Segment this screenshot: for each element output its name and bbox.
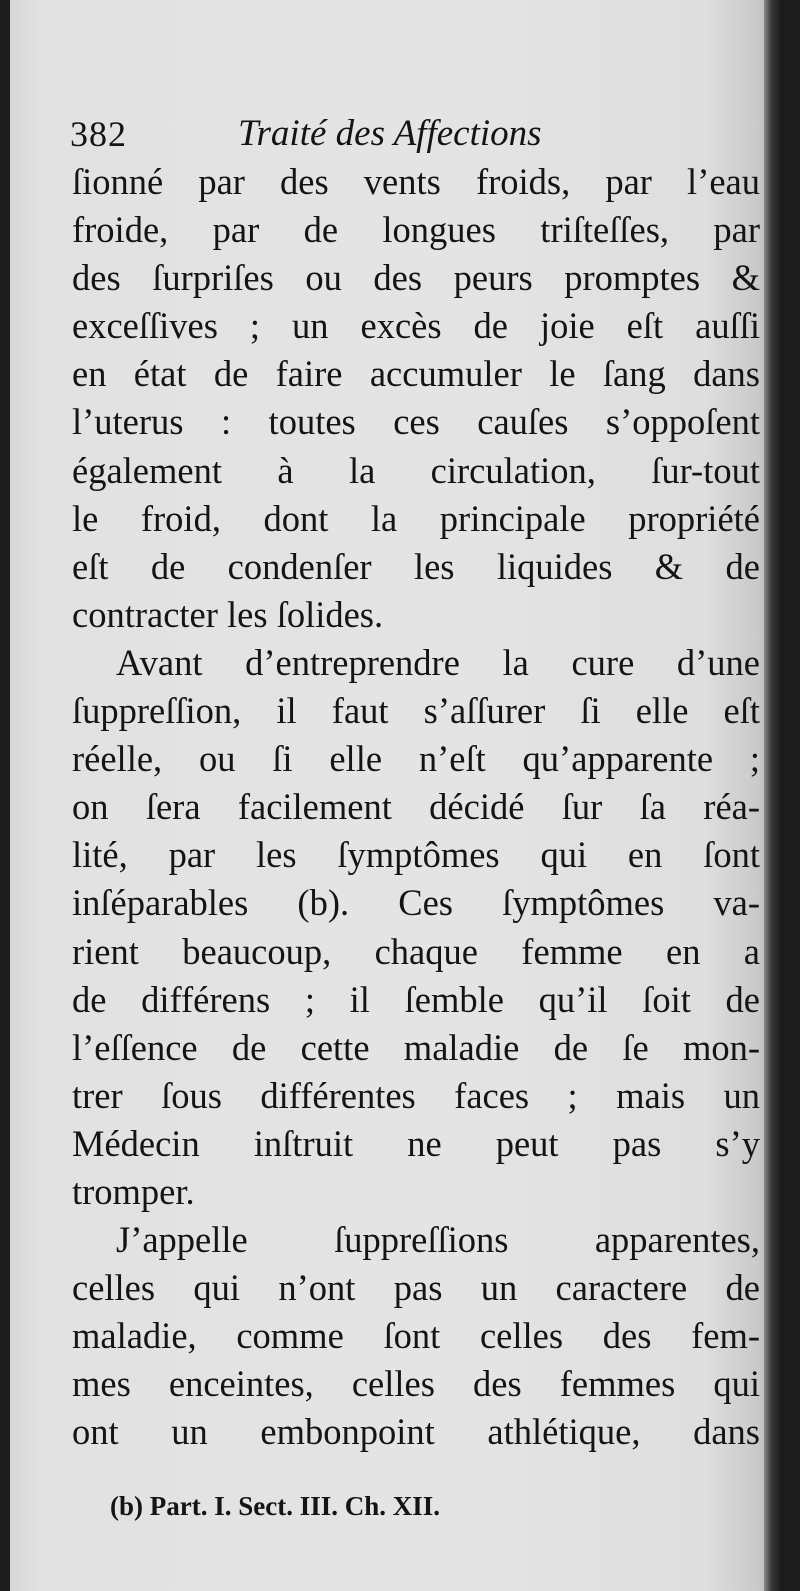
text-line: J’appelle ſuppreſſions apparentes, [116, 1219, 760, 1261]
text-line: de différens ; il ſemble qu’il ſoit de [72, 978, 760, 1020]
text-line: des ſurpriſes ou des peurs promptes & [72, 257, 760, 299]
running-title: Traité des Affections [238, 113, 542, 154]
body-text [72, 158, 760, 1457]
text-line: eſt de condenſer les liquides & de [72, 545, 760, 587]
text-line: lité, par les ſymptômes qui en ſont [72, 834, 760, 876]
text-line: ont un embonpoint athlétique, dans [72, 1411, 760, 1453]
text-line: en état de faire accumuler le ſang dans [72, 353, 760, 395]
text-line: ſuppreſſion, il faut s’aſſurer ſi elle eſt [72, 690, 760, 732]
text-line: Avant d’entreprendre la cure d’une [116, 641, 760, 683]
text-line: ſionné par des vents froids, par l’eau [72, 161, 760, 202]
text-line: exceſſives ; un excès de joie eſt auſſi [72, 305, 760, 347]
text-line: on ſera facilement décidé ſur ſa réa- [72, 786, 760, 828]
text-line: contracter les ſolides. [72, 593, 384, 635]
page-gutter-shadow [764, 0, 782, 1591]
page-number: 382 [70, 114, 127, 154]
text-line: tromper. [72, 1170, 195, 1212]
footnote: (b) Part. I. Sect. III. Ch. XII. [110, 1491, 440, 1521]
text-line: l’eſſence de cette maladie de ſe mon- [72, 1026, 760, 1068]
text-line: rient beaucoup, chaque femme en a [72, 930, 760, 972]
page-header [70, 104, 770, 164]
text-line: l’uterus : toutes ces cauſes s’oppoſent [72, 401, 760, 443]
text-line: mes enceintes, celles des femmes qui [72, 1363, 760, 1405]
text-line: froide, par de longues triſteſſes, par [72, 209, 760, 251]
text-line: trer ſous différentes faces ; mais un [72, 1074, 760, 1116]
text-line: inſéparables (b). Ces ſymptômes va- [72, 882, 760, 924]
text-line: celles qui n’ont pas un caractere de [72, 1267, 760, 1309]
text-line: maladie, comme ſont celles des fem- [72, 1315, 760, 1357]
text-line: le froid, dont la principale propriété [72, 497, 760, 539]
text-line: réelle, ou ſi elle n’eſt qu’apparente ; [72, 738, 760, 780]
text-line: Médecin inſtruit ne peut pas s’y [72, 1122, 760, 1164]
text-line: également à la circulation, ſur-tout [72, 449, 760, 491]
book-page [10, 0, 782, 1591]
